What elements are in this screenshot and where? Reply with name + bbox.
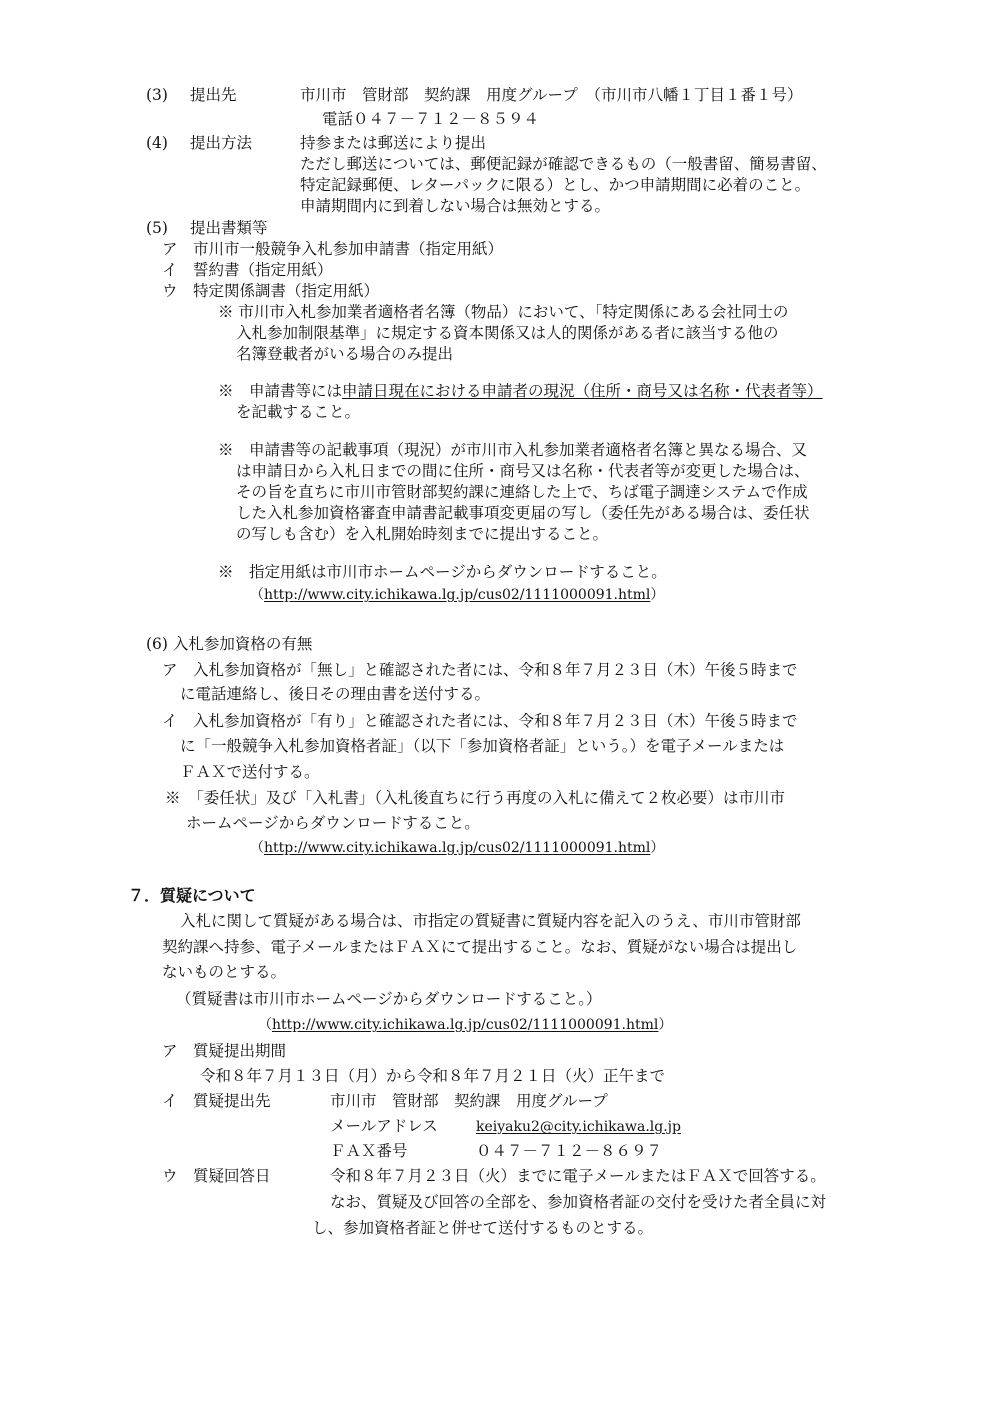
s6-i-line: ＦＡＸで送付する。 (180, 763, 320, 781)
s5-note1-line: 名簿登載者がいる場合のみ提出 (236, 345, 454, 363)
s5-note2-line: を記載すること。 (236, 403, 361, 421)
s7-url-line (258, 1015, 672, 1035)
s7-paragraph-line: ないものとする。 (162, 963, 287, 981)
s7-paragraph-line: 入札に関して質疑がある場合は、市指定の質疑書に質疑内容を記入のうえ、市川市管財部 (180, 912, 801, 930)
s5-note1-line: 入札参加制限基準」に規定する資本関係又は人的関係がある者に該当する他の (236, 324, 779, 342)
paren-open: （ (250, 840, 264, 856)
s7-i-label: イ 質疑提出先 (162, 1092, 271, 1110)
section-7-heading: ７．質疑について (128, 886, 256, 905)
s7-i-destination: 市川市 管財部 契約課 用度グループ (330, 1092, 608, 1110)
s3-label: 提出先 (190, 86, 237, 104)
s5-item-i: イ 誓約書（指定用紙） (162, 261, 333, 279)
s7-fax-label: ＦＡＸ番号 (330, 1142, 408, 1160)
s3-destination: 市川市 管財部 契約課 用度グループ （市川市八幡１丁目１番１号） (300, 86, 803, 104)
s4-number: (4) (146, 134, 168, 152)
s5-note3-line: の写しも含む）を入札開始時刻までに提出すること。 (236, 525, 609, 543)
s5-note2-prefix: ※ 申請書等には (218, 382, 343, 400)
s5-item-u: ウ 特定関係調書（指定用紙） (162, 282, 380, 300)
s7-mail-label: メールアドレス (330, 1117, 438, 1135)
s6-url-line (250, 838, 664, 858)
s5-item-a: ア 市川市一般競争入札参加申請書（指定用紙） (162, 240, 504, 258)
s7-u-label: ウ 質疑回答日 (162, 1167, 271, 1185)
s6-i-line: イ 入札参加資格が「有り」と確認された者には、令和８年７月２３日（木）午後５時まで (162, 712, 798, 730)
s7-u-line: 令和８年７月２３日（火）までに電子メールまたはＦＡＸで回答する。 (330, 1167, 826, 1185)
s6-homepage-link[interactable]: http://www.city.ichikawa.lg.jp/cus02/1111000091.html (264, 840, 651, 856)
s6-i-line: に「一般競争入札参加資格者証」（以下「参加資格者証」という。）を電子メールまたは (180, 737, 785, 755)
s7-homepage-link[interactable]: http://www.city.ichikawa.lg.jp/cus02/1111000091.html (272, 1017, 659, 1033)
s5-note3-line: その旨を直ちに市川市管財部契約課に連絡した上で、ちば電子調達システムで作成 (236, 483, 808, 501)
s5-note1-line: ※ 市川市入札参加業者適格者名簿（物品）において、「特定関係にある会社同士の (218, 303, 789, 321)
s7-a-period: 令和８年７月１３日（月）から令和８年７月２１日（火）正午まで (200, 1067, 666, 1085)
s6-note-line: ホームページからダウンロードすること。 (186, 814, 480, 832)
s4-line: 持参または郵送により提出 (300, 134, 487, 152)
s5-note2-underlined: 申請日現在における申請者の現況（住所・商号又は名称・代表者等） (342, 382, 823, 400)
paren-open: （ (258, 1017, 272, 1033)
s7-u-line: なお、質疑及び回答の全部を、参加資格者証の交付を受けた者全員に対 (330, 1193, 827, 1211)
s5-note3-line: ※ 申請書等の記載事項（現況）が市川市入札参加業者適格者名簿と異なる場合、又 (218, 441, 808, 459)
s6-note-line: ※ 「委任状」及び「入札書」（入札後直ちに行う再度の入札に備えて２枚必要）は市川市 (165, 789, 786, 807)
s5-note4: ※ 指定用紙は市川市ホームページからダウンロードすること。 (218, 563, 667, 581)
s4-line: 特定記録郵便、レターパックに限る）とし、かつ申請期間に必着のこと。 (300, 176, 811, 194)
s7-fax-number: ０４７－７１２－８６９７ (476, 1142, 663, 1160)
s3-telephone: 電話０４７－７１２－８５９４ (322, 110, 540, 128)
s4-line: ただし郵送については、郵便記録が確認できるもの（一般書留、簡易書留、 (300, 155, 827, 173)
s6-title: (6) 入札参加資格の有無 (146, 635, 313, 653)
paren-close: ） (650, 587, 665, 603)
s5-homepage-link[interactable]: http://www.city.ichikawa.lg.jp/cus02/1111000091.html (264, 587, 651, 603)
s5-number: (5) (146, 219, 168, 237)
s5-note3-line: した入札参加資格審査申請書記載事項変更届の写し（委任先がある場合は、委任状 (236, 504, 810, 522)
s3-number: (3) (146, 86, 168, 104)
s5-note2-line (218, 381, 823, 401)
s5-label: 提出書類等 (190, 219, 268, 237)
paren-open: （ (250, 587, 264, 603)
s6-a-line: に電話連絡し、後日その理由書を送付する。 (180, 685, 491, 703)
s7-email-link[interactable]: keiyaku2@city.ichikawa.lg.jp (476, 1119, 681, 1135)
s5-note3-line: は申請日から入札日までの間に住所・商号又は名称・代表者等が変更した場合は、 (236, 462, 810, 480)
s6-a-line: ア 入札参加資格が「無し」と確認された者には、令和８年７月２３日（木）午後５時まで (162, 661, 798, 679)
paren-close: ） (658, 1017, 673, 1033)
s4-label: 提出方法 (190, 134, 253, 152)
s7-a-label: ア 質疑提出期間 (162, 1042, 287, 1060)
paren-close: ） (650, 840, 665, 856)
s7-download-note: （質疑書は市川市ホームページからダウンロードすること。） (176, 990, 602, 1008)
s4-line: 申請期間内に到着しない場合は無効とする。 (300, 197, 611, 215)
s5-url-line (250, 585, 664, 605)
s7-paragraph-line: 契約課へ持参、電子メールまたはＦＡＸにて提出すること。なお、質疑がない場合は提出し (162, 938, 798, 956)
s7-u-line: し、参加資格者証と併せて送付するものとする。 (312, 1219, 654, 1237)
